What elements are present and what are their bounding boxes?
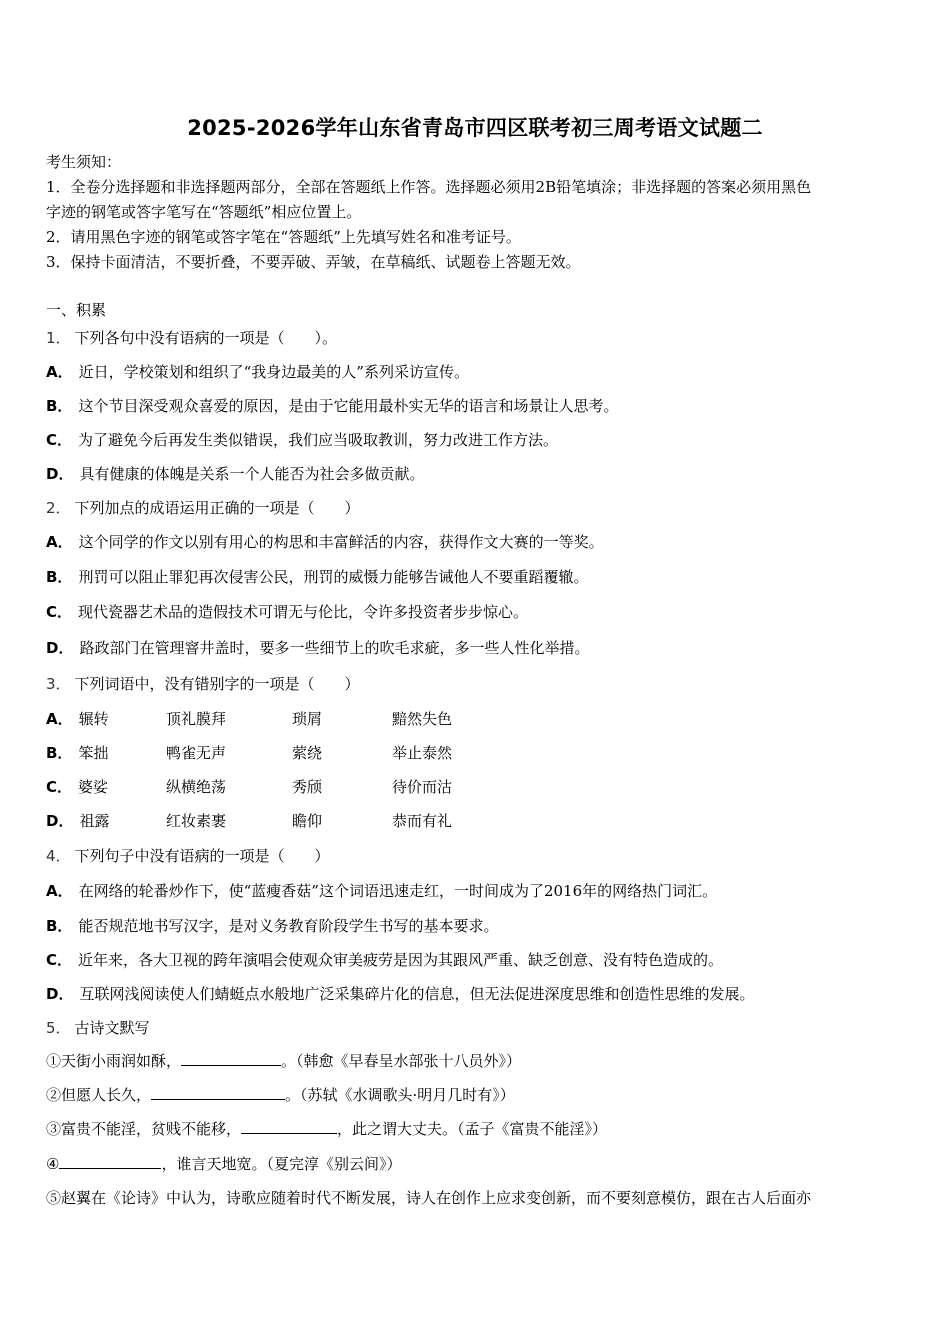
notice-heading: 考生须知： (46, 153, 122, 171)
question-1-option-b: B． 这个节目深受观众喜爱的原因，是由于它能用最朴实无华的语言和场景让人思考。 (46, 397, 619, 415)
question-1-stem: 1． 下列各句中没有语病的一项是（ ）。 (46, 329, 338, 347)
question-4-option-d: D． 互联网浅阅读使人们蜻蜓点水般地广泛采集碎片化的信息，但无法促进深度思维和创造性思维的发展。 (46, 985, 755, 1003)
question-3-option-c: C． 婆娑 纵横绝荡 秀颀 待价而沽 (46, 778, 453, 796)
question-4-option-b: B． 能否规范地书写汉字，是对义务教育阶段学生书写的基本要求。 (46, 917, 499, 935)
question-number: 2． (46, 499, 71, 517)
question-number: 4． (46, 847, 71, 865)
question-2-option-b: B． 刑罚可以阻止罪犯再次侵害公民，刑罚的威慑力能够告诫他人不要重蹈覆辙。 (46, 568, 589, 586)
question-2-option-c: C． 现代瓷器艺术品的造假技术可谓无与伦比，令许多投资者步步惊心。 (46, 603, 529, 621)
question-3-option-b: B． 笨拙 鸭雀无声 萦绕 举止泰然 (46, 744, 453, 762)
question-3-stem: 3． 下列词语中，没有错别字的一项是（ ） (46, 675, 360, 693)
answer-blank[interactable] (181, 1051, 281, 1066)
poem-line-5: ⑤赵翼在《论诗》中认为，诗歌应随着时代不断发展，诗人在创作上应求变创新，而不要刻意模仿，跟在古人后面亦 (46, 1189, 812, 1207)
question-2-option-d: D． 路政部门在管理窨井盖时，要多一些细节上的吹毛求疵，多一些人性化举措。 (46, 639, 590, 657)
answer-blank[interactable] (59, 1154, 161, 1169)
question-3-option-a: A． 辗转 顶礼膜拜 琐屑 黯然失色 (46, 710, 453, 728)
question-1-option-a: A． 近日，学校策划和组织了“我身边最美的人”系列采访宣传。 (46, 363, 469, 381)
question-5-stem: 5． 古诗文默写 (46, 1019, 150, 1037)
question-number: 5． (46, 1019, 71, 1037)
question-1-option-d: D． 具有健康的体魄是关系一个人能否为社会多做贡献。 (46, 465, 425, 483)
notice-item-1: 1．全卷分选择题和非选择题两部分，全部在答题纸上作答。选择题必须用2B铅笔填涂；非选择题的答案必须用黑色 (46, 178, 812, 196)
question-4-stem: 4． 下列句子中没有语病的一项是（ ） (46, 847, 330, 865)
question-number: 1． (46, 329, 71, 347)
question-number: 3． (46, 675, 71, 693)
notice-item-2: 2．请用黑色字迹的钢笔或答字笔在“答题纸”上先填写姓名和准考证号。 (46, 228, 521, 246)
poem-line-2: ②但愿人长久， 。（苏轼《水调歌头·明月几时有》） (46, 1086, 515, 1104)
poem-line-3: ③富贵不能淫，贫贱不能移， ，此之谓大丈夫。（孟子《富贵不能淫》） (46, 1120, 608, 1138)
poem-line-4: ④ ，谁言天地宽。（夏完淳《别云间》） (46, 1155, 402, 1173)
page-title: 2025-2026学年山东省青岛市四区联考初三周考语文试题二 (187, 116, 763, 140)
section-heading: 一、积累 (46, 301, 107, 319)
question-2-stem: 2． 下列加点的成语运用正确的一项是（ ） (46, 499, 360, 517)
question-1-option-c: C． 为了避免今后再发生类似错误，我们应当吸取教训，努力改进工作方法。 (46, 431, 559, 449)
poem-line-1: ①天街小雨润如酥， 。（韩愈《早春呈水部张十八员外》） (46, 1052, 522, 1070)
question-4-option-c: C． 近年来，各大卫视的跨年演唱会使观众审美疲劳是因为其跟风严重、缺乏创意、没有特色造成的。 (46, 951, 724, 969)
answer-blank[interactable] (151, 1085, 285, 1100)
notice-item-1-cont: 字迹的钢笔或答字笔写在“答题纸”相应位置上。 (46, 203, 362, 221)
question-4-option-a: A． 在网络的轮番炒作下，使“蓝瘦香菇”这个词语迅速走红，一时间成为了2016年的网络热门词汇。 (46, 882, 718, 900)
answer-blank[interactable] (241, 1119, 337, 1134)
notice-item-3: 3．保持卡面清洁，不要折叠，不要弄破、弄皱，在草稿纸、试题卷上答题无效。 (46, 253, 581, 271)
question-2-option-a: A． 这个同学的作文以别有用心的构思和丰富鲜活的内容，获得作文大赛的一等奖。 (46, 533, 604, 551)
question-3-option-d: D． 祖露 红妆素裹 瞻仰 恭而有礼 (46, 812, 453, 830)
